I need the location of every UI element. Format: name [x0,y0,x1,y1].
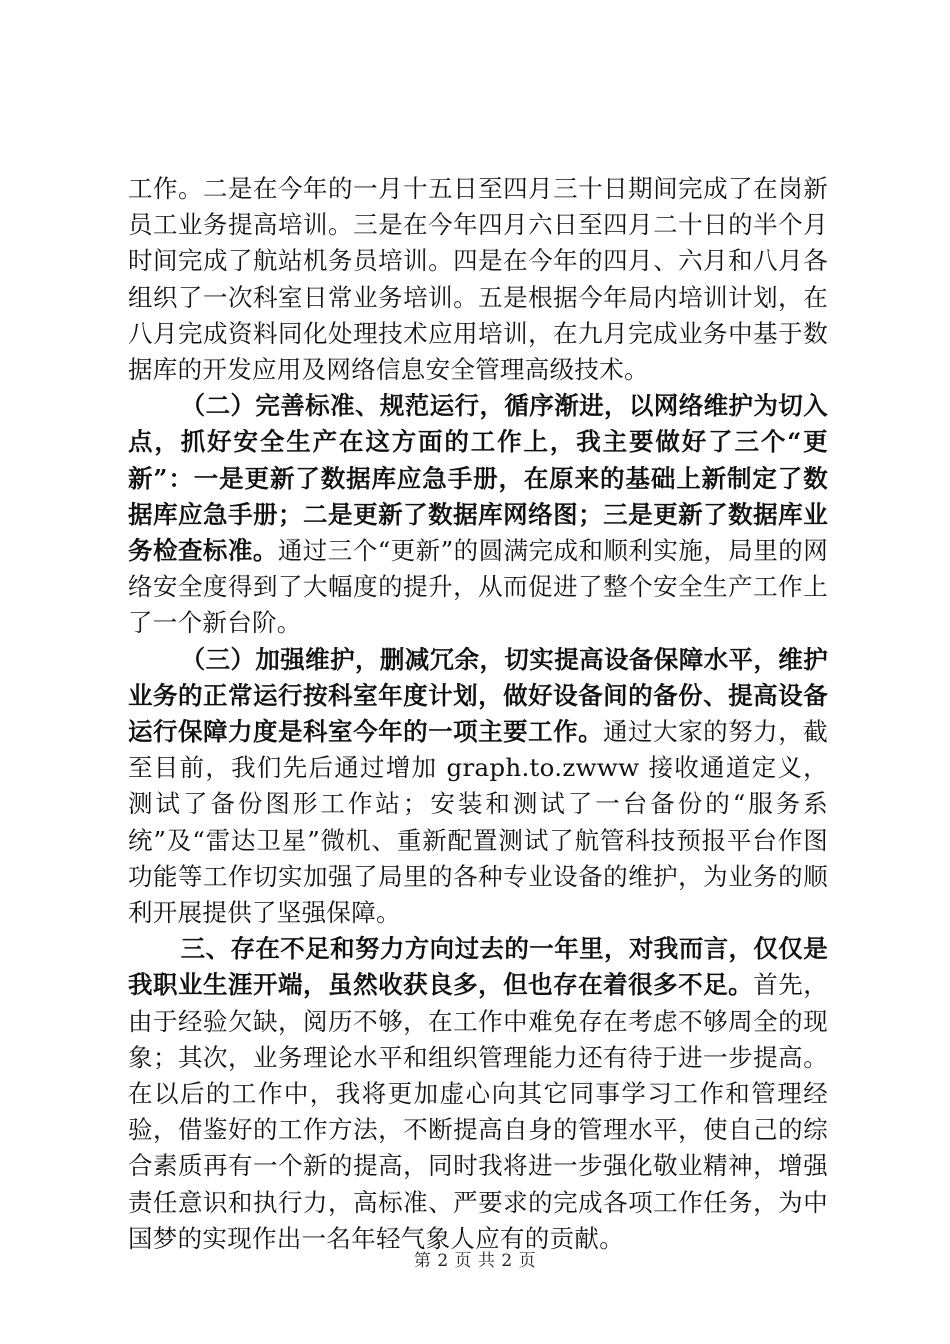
document-body [128,171,828,1257]
paragraph-2 [128,388,828,641]
paragraph-3-text: 通过大家的努力，截至目前，我们先后通过增加 graph.to.zwww 接收通道定义，测试了备份图形工作站；安装和测试了一台备份的“服务系统”及“雷达卫星”微机、重新配置测试了航管科技预报平台作图功能等工作切实加强了局里的各种专业设备的维护，为业务的顺利开展提供了坚强保障。 [128,717,828,928]
paragraph-2-text: 通过三个“更新”的圆满完成和顺利实施，局里的网络安全度得到了大幅度的提升，从而促进了整个安全生产工作上了一个新台阶。 [128,536,828,638]
paragraph-3-heading: （三）加强维护，删减冗余，切实提高设备保障水平，维护业务的正常运行按科室年度计划，做好设备间的备份、提高设备运行保障力度是科室今年的一项主要工作。 [128,644,828,747]
page-number-footer: 第 2 页 共 2 页 [413,1251,537,1271]
paragraph-1-text: 工作。二是在今年的一月十五日至四月三十日期间完成了在岗新员工业务提高培训。三是在今年四月六日至四月二十日的半个月时间完成了航站机务员培训。四是在今年的四月、六月和八月各组织了一次科室日常业务培训。五是根据今年局内培训计划，在八月完成资料同化处理技术应用培训，在九月完成业务中基于数据库的开发应用及网络信息安全管理高级技术。 [128,174,828,385]
paragraph-3 [128,642,828,932]
paragraph-2-heading: （二）完善标准、规范运行，循序渐进，以网络维护为切入点，抓好安全生产在这方面的工作上，我主要做好了三个“更新”：一是更新了数据库应急手册，在原来的基础上新制定了数据库应急手册；二是更新了数据库网络图；三是更新了数据库业务检查标准。 [128,391,828,566]
paragraph-4-heading: 三、存在不足和努力方向过去的一年里，对我而言，仅仅是我职业生涯开端，虽然收获良多，但也存在着很多不足。 [128,934,828,1000]
paragraph-4 [128,931,828,1257]
paragraph-1 [128,171,828,388]
paragraph-4-text: 首先，由于经验欠缺，阅历不够，在工作中难免存在考虑不够周全的现象；其次，业务理论水平和组织管理能力还有待于进一步提高。在以后的工作中，我将更加虚心向其它同事学习工作和管理经验，借鉴好的工作方法，不断提高自身的管理水平，使自己的综合素质再有一个新的提高，同时我将进一步强化敬业精神，增强责任意识和执行力，高标准、严要求的完成各项工作任务，为中国梦的实现作出一名年轻气象人应有的贡献。 [128,970,829,1253]
